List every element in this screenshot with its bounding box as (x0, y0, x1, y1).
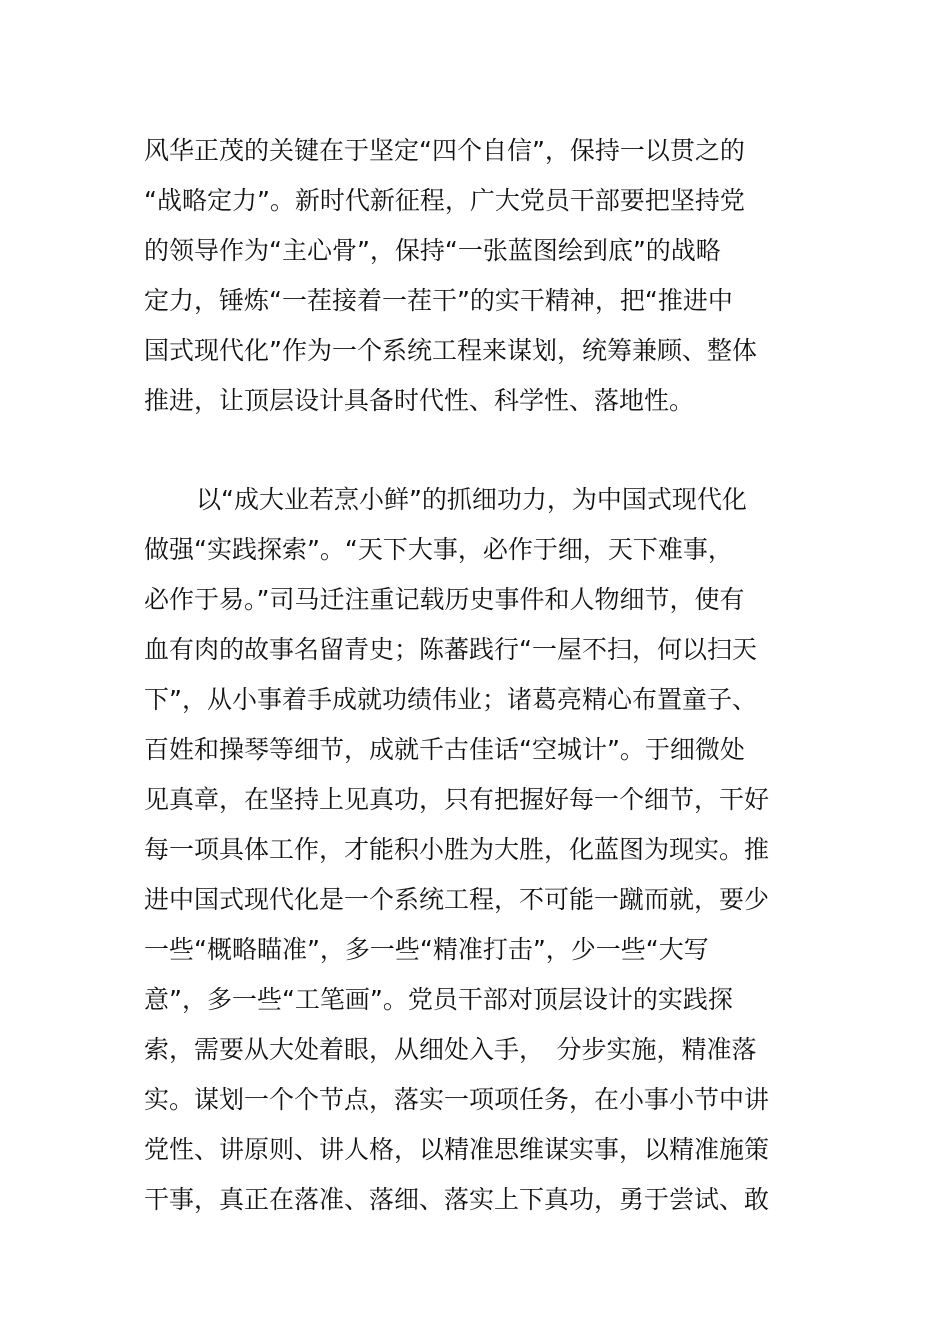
text-line: 一些“概略瞄准”，多一些“精准打击”，少一些“大写 (144, 935, 709, 964)
text-line: 必作于易。”司马迁注重记载历史事件和人物细节，使有 (144, 585, 745, 614)
paragraph-1 (144, 126, 808, 426)
text-line: 的领导作为“主心骨”，保持“一张蓝图绘到底”的战略 (144, 236, 721, 265)
text-line: 推进，让顶层设计具备时代性、科学性、落地性。 (144, 386, 695, 415)
text-line: 党性、讲原则、讲人格，以精准思维谋实事，以精准施策 (144, 1135, 770, 1164)
paragraph-2 (144, 475, 808, 1225)
text-line: 每一项具体工作，才能积小胜为大胜，化蓝图为现实。推 (144, 835, 770, 864)
text-line: 索，需要从大处着眼，从细处入手， 分步实施，精准落 (144, 1035, 757, 1064)
text-line: 风华正茂的关键在于坚定“四个自信”，保持一以贯之的 (144, 136, 745, 165)
text-line: 国式现代化”作为一个系统工程来谋划，统筹兼顾、整体 (144, 336, 757, 365)
text-line: 做强“实践探索”。“天下大事，必作于细，天下难事， (144, 535, 733, 564)
text-line: “战略定力”。新时代新征程，广大党员干部要把坚持党 (144, 186, 745, 215)
text-line: 实。谋划一个个节点，落实一项项任务，在小事小节中讲 (144, 1085, 770, 1114)
text-line: 血有肉的故事名留青史；陈蕃践行“一屋不扫，何以扫天 (144, 635, 757, 664)
text-line: 百姓和操琴等细节，成就千古佳话“空城计”。于细微处 (144, 735, 745, 764)
text-line: 意”，多一些“工笔画”。党员干部对顶层设计的实践探 (144, 985, 733, 1014)
text-line: 干事，真正在落准、落细、落实上下真功，勇于尝试、敢 (144, 1185, 770, 1214)
text-line: 进中国式现代化是一个系统工程，不可能一蹴而就，要少 (144, 885, 770, 914)
text-line-first: 以“成大业若烹小鲜”的抓细功力，为中国式现代化 (196, 485, 747, 514)
text-line: 定力，锤炼“一茬接着一茬干”的实干精神，把“推进中 (144, 286, 733, 315)
text-line: 下”，从小事着手成就功绩伟业；诸葛亮精心布置童子、 (144, 685, 757, 714)
text-line: 见真章，在坚持上见真功，只有把握好每一个细节，干好 (144, 785, 770, 814)
